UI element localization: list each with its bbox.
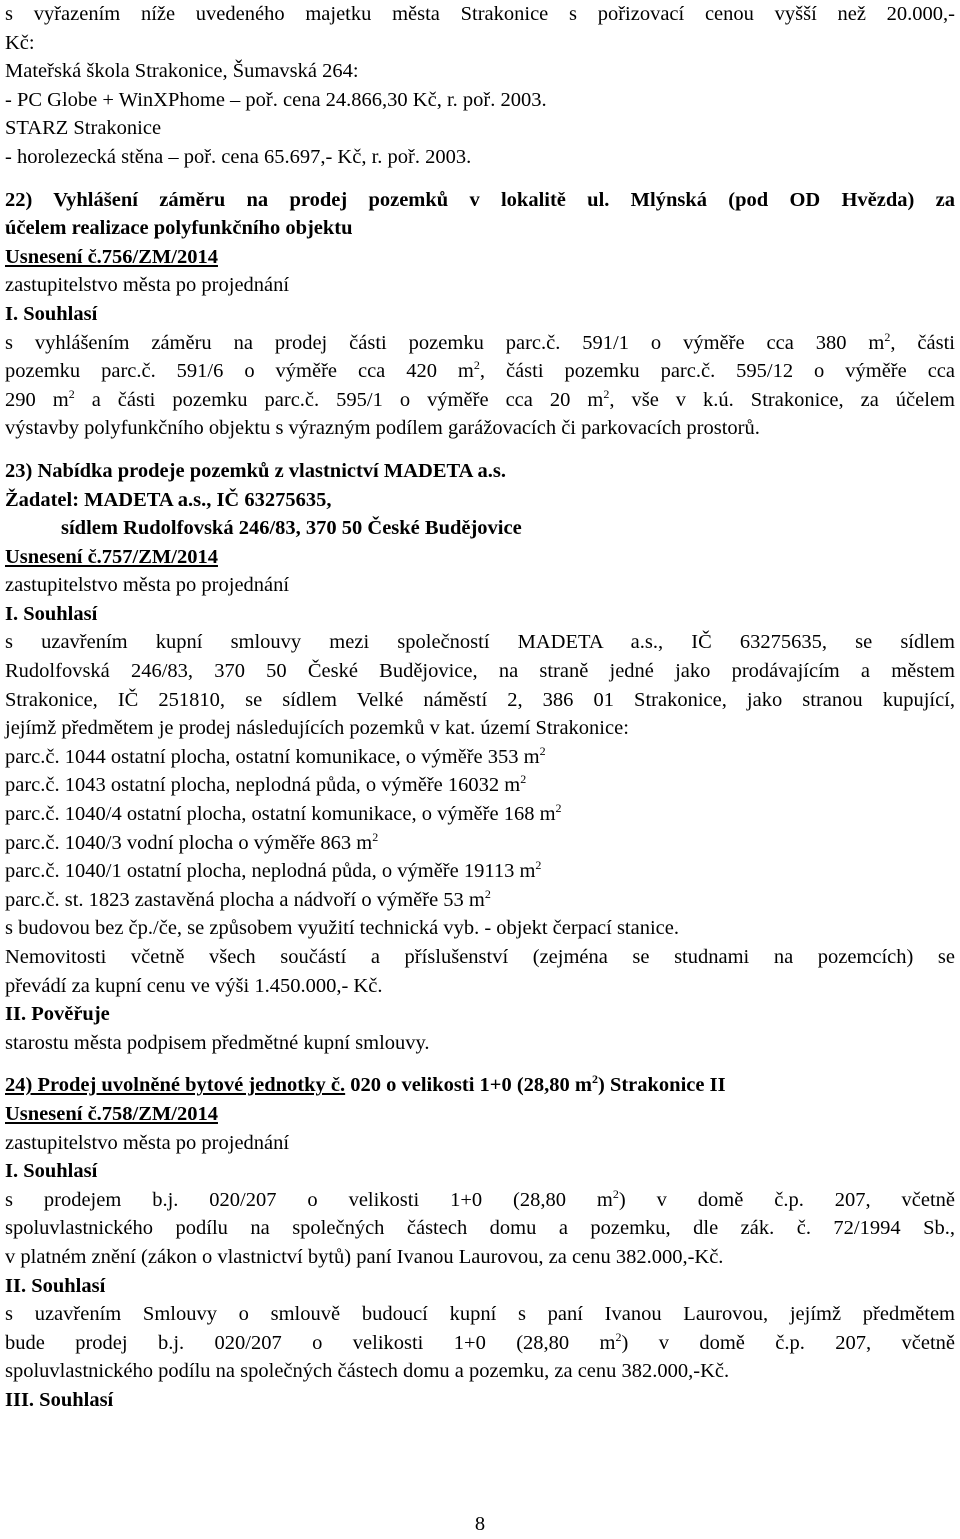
- intro-line-5: STARZ Strakonice: [5, 117, 162, 140]
- section-22-text-1: s vyhlášením záměru na prodej části pozemku parc.č. 591/1 o výměře cca 380 $m^2$, části: [5, 329, 955, 354]
- section-23-part-2: II. Pověřuje: [5, 1003, 110, 1026]
- section-22-heading-1: 22) Vyhlášení záměru na prodej pozemků v lokalitě ul. Mlýnská (pod OD Hvězda) za: [5, 188, 955, 211]
- section-23-resolution: Usnesení č.757/ZM/2014: [5, 545, 218, 568]
- section-22-text-2: pozemku parc.č. 591/6 o výměře cca 420 $m^2$, části pozemku parc.č. 595/12 o výměře cca: [5, 358, 955, 383]
- section-24-part-1: I. Souhlasí: [5, 1160, 98, 1183]
- section-24-text-2: spoluvlastnického podílu na společných částech domu a pozemku, dle zák. č. 72/1994 Sb.,: [5, 1217, 955, 1240]
- section-24-text-3: v platném znění (zákon o vlastnictví bytů) paní Ivanou Laurovou, za cenu 382.000,-Kč.: [5, 1245, 724, 1268]
- section-24-text-5: bude prodej b.j. 020/207 o velikosti 1+0 (28,80 $m^2$) v domě č.p. 207, včetně: [5, 1329, 955, 1354]
- section-23-council: zastupitelstvo města po projednání: [5, 574, 290, 597]
- section-24-text-4: s uzavřením Smlouvy o smlouvě budoucí kupní s paní Ivanou Laurovou, jejímž předmětem: [5, 1303, 955, 1326]
- section-23-text-3: Strakonice, IČ 251810, se sídlem Velké náměstí 2, 386 01 Strakonice, jako stranou kupující,: [5, 688, 955, 711]
- section-23-text-1: s uzavřením kupní smlouvy mezi společností MADETA a.s., IČ 63275635, se sídlem: [5, 631, 955, 654]
- section-23-heading-2: Žadatel: MADETA a.s., IČ 63275635,: [5, 488, 332, 511]
- section-23-text-8: starostu města podpisem předmětné kupní smlouvy.: [5, 1031, 430, 1054]
- section-24-text-6: spoluvlastnického podílu na společných částech domu a pozemku, za cenu 382.000,-Kč.: [5, 1360, 730, 1383]
- section-24-part-2: II. Souhlasí: [5, 1274, 106, 1297]
- parcel-item-1: parc.č. 1044 ostatní plocha, ostatní komunikace, o výměře 353 $m^2$: [5, 743, 546, 768]
- section-24-council: zastupitelstvo města po projednání: [5, 1131, 290, 1154]
- section-23-text-7: převádí za kupní cenu ve výši 1.450.000,- Kč.: [5, 974, 383, 997]
- section-22-part-1: I. Souhlasí: [5, 302, 98, 325]
- section-22-resolution: Usnesení č.756/ZM/2014: [5, 245, 218, 268]
- section-23-heading-3: sídlem Rudolfovská 246/83, 370 50 České Budějovice: [61, 517, 522, 540]
- section-23-part-1: I. Souhlasí: [5, 602, 98, 625]
- section-24-text-1: s prodejem b.j. 020/207 o velikosti 1+0 (28,80 $m^2$) v domě č.p. 207, včetně: [5, 1186, 955, 1211]
- section-22-heading-2: účelem realizace polyfunkčního objektu: [5, 217, 353, 240]
- section-22-council: zastupitelstvo města po projednání: [5, 274, 290, 297]
- section-23-heading-1: 23) Nabídka prodeje pozemků z vlastnictví MADETA a.s.: [5, 459, 506, 482]
- document-page: [5, 0, 955, 1415]
- parcel-item-4: parc.č. 1040/3 vodní plocha o výměře 863 $m^2$: [5, 829, 379, 854]
- section-24-resolution: Usnesení č.758/ZM/2014: [5, 1102, 218, 1125]
- section-24-heading: 24) Prodej uvolněné bytové jednotky č. 020 o velikosti 1+0 (28,80 $m^2$) Strakonice II: [5, 1072, 726, 1097]
- section-24-part-3: III. Souhlasí: [5, 1388, 114, 1411]
- section-23-text-2: Rudolfovská 246/83, 370 50 České Budějovice, na straně jedné jako prodávajícím a městem: [5, 660, 955, 683]
- parcel-item-2: parc.č. 1043 ostatní plocha, neplodná půda, o výměře 16032 $m^2$: [5, 772, 527, 797]
- section-23-text-5: s budovou bez čp./če, se způsobem využití technická vyb. - objekt čerpací stanice.: [5, 917, 679, 940]
- parcel-item-6: parc.č. st. 1823 zastavěná plocha a nádvoří o výměře 53 $m^2$: [5, 886, 491, 911]
- page-number: 8: [474, 1513, 486, 1535]
- intro-line-2: Kč:: [5, 31, 35, 54]
- intro-line-6: - horolezecká stěna – poř. cena 65.697,- Kč, r. poř. 2003.: [5, 145, 472, 168]
- section-22-text-3: 290 $m^2$ a části pozemku parc.č. 595/1 o výměře cca 20 $m^2$, vše v k.ú. Strakonice, za účelem: [5, 386, 955, 411]
- section-23-text-6: Nemovitosti včetně všech součástí a příslušenství (zejména se studnami na pozemcích) se: [5, 946, 955, 968]
- intro-line-4: - PC Globe + WinXPhome – poř. cena 24.866,30 Kč, r. poř. 2003.: [5, 88, 547, 111]
- section-23-text-4: jejímž předmětem je prodej následujících pozemků v kat. území Strakonice:: [5, 717, 629, 740]
- section-22-text-4: výstavby polyfunkčního objektu s výrazným podílem garážovacích či parkovacích prostorů.: [5, 417, 760, 440]
- parcel-item-5: parc.č. 1040/1 ostatní plocha, neplodná půda, o výměře 19113 $m^2$: [5, 858, 542, 883]
- intro-line-3: Mateřská škola Strakonice, Šumavská 264:: [5, 60, 359, 83]
- intro-line-1: s vyřazením níže uvedeného majetku města Strakonice s pořizovací cenou vyšší než 20.000,-: [5, 3, 955, 25]
- parcel-item-3: parc.č. 1040/4 ostatní plocha, ostatní komunikace, o výměře 168 $m^2$: [5, 801, 562, 826]
